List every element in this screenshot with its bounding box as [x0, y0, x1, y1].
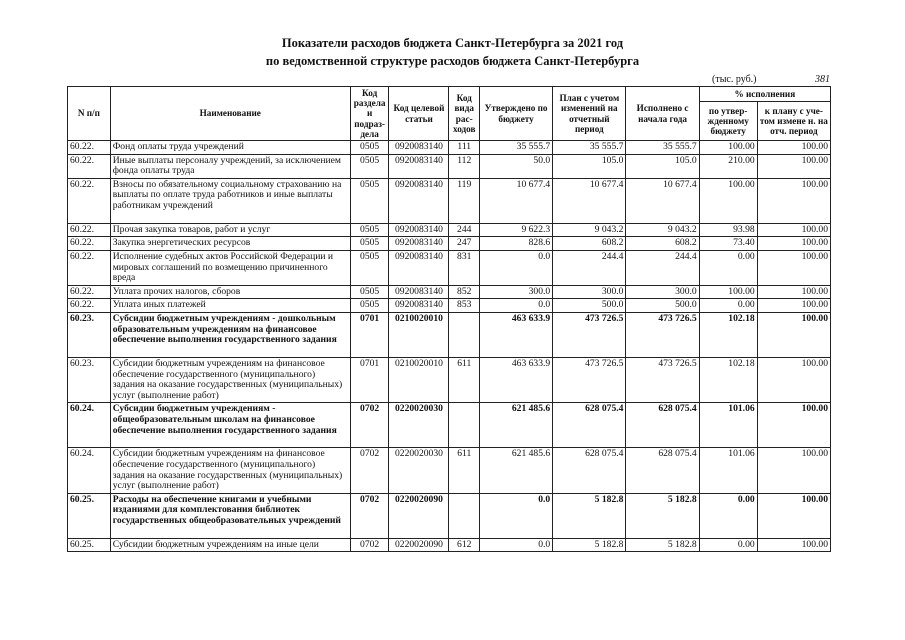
row-num: 60.22.: [68, 285, 111, 299]
row-num: 60.22.: [68, 250, 111, 285]
table-row: [68, 538, 831, 552]
row-plan: 105.0: [553, 154, 626, 178]
row-plan: 473 726.5: [553, 357, 626, 402]
row-plan: 35 555.7: [553, 141, 626, 155]
table-row: [68, 223, 831, 237]
row-pct-budget: 101.06: [699, 403, 757, 448]
col-header-exec: Исполнено с начала года: [626, 87, 699, 141]
row-target: 0920083140: [389, 299, 449, 313]
report-title-line1: Показатели расходов бюджета Санкт-Петербурга за 2021 год: [281, 36, 624, 50]
row-plan: 5 182.8: [553, 493, 626, 538]
row-approved: 9 622.3: [479, 223, 552, 237]
row-pct-plan: 100.00: [757, 141, 830, 155]
row-section: 0505: [350, 299, 389, 313]
table-row: [68, 154, 831, 178]
row-num: 60.24.: [68, 448, 111, 493]
row-pct-plan: 100.00: [757, 154, 830, 178]
row-pct-plan: 100.00: [757, 538, 830, 552]
row-plan: 5 182.8: [553, 538, 626, 552]
col-header-name: Наименование: [110, 87, 350, 141]
row-approved: 0.0: [479, 493, 552, 538]
row-section: 0702: [350, 403, 389, 448]
row-name: Исполнение судебных актов Российской Федерации и мировых соглашений по возмещению причиненного вреда: [110, 250, 350, 285]
table-row: [68, 357, 831, 402]
row-target: 0920083140: [389, 178, 449, 223]
table-row: [68, 237, 831, 251]
row-exec: 5 182.8: [626, 538, 699, 552]
row-section: 0505: [350, 237, 389, 251]
row-num: 60.22.: [68, 299, 111, 313]
row-plan: 500.0: [553, 299, 626, 313]
row-type: [449, 312, 480, 357]
row-name: Субсидии бюджетным учреждениям на финансовое обеспечение государственного (муниципального) задания на оказание государственных (муниципальных) услуг (выполнение работ): [110, 357, 350, 402]
table-row: [68, 250, 831, 285]
row-target: 0920083140: [389, 250, 449, 285]
table-row: [68, 493, 831, 538]
row-target: 0220020090: [389, 538, 449, 552]
row-approved: 463 633.9: [479, 357, 552, 402]
row-pct-plan: 100.00: [757, 250, 830, 285]
row-type: 244: [449, 223, 480, 237]
page-number: 381: [815, 74, 830, 85]
row-num: 60.24.: [68, 403, 111, 448]
row-num: 60.22.: [68, 141, 111, 155]
row-target: 0220020090: [389, 493, 449, 538]
row-pct-budget: 0.00: [699, 538, 757, 552]
row-num: 60.23.: [68, 312, 111, 357]
row-pct-budget: 100.00: [699, 141, 757, 155]
row-pct-budget: 73.40: [699, 237, 757, 251]
row-exec: 5 182.8: [626, 493, 699, 538]
row-type: 611: [449, 448, 480, 493]
row-pct-plan: 100.00: [757, 357, 830, 402]
row-plan: 473 726.5: [553, 312, 626, 357]
row-type: 831: [449, 250, 480, 285]
row-type: [449, 493, 480, 538]
row-exec: 473 726.5: [626, 312, 699, 357]
row-exec: 628 075.4: [626, 403, 699, 448]
row-num: 60.25.: [68, 493, 111, 538]
row-pct-plan: 100.00: [757, 223, 830, 237]
row-section: 0701: [350, 312, 389, 357]
table-body: [68, 141, 831, 552]
row-pct-budget: 102.18: [699, 312, 757, 357]
row-pct-budget: 100.00: [699, 178, 757, 223]
row-pct-plan: 100.00: [757, 403, 830, 448]
row-type: 112: [449, 154, 480, 178]
row-name: Субсидии бюджетным учреждениям - общеобразовательным школам на финансовое обеспечение выполнения государственного задания: [110, 403, 350, 448]
row-num: 60.22.: [68, 154, 111, 178]
row-type: 612: [449, 538, 480, 552]
row-type: 852: [449, 285, 480, 299]
row-type: 247: [449, 237, 480, 251]
row-plan: 244.4: [553, 250, 626, 285]
row-target: 0220020030: [389, 448, 449, 493]
row-pct-plan: 100.00: [757, 285, 830, 299]
row-target: 0920083140: [389, 223, 449, 237]
row-pct-plan: 100.00: [757, 312, 830, 357]
table-header: [68, 87, 831, 141]
row-exec: 10 677.4: [626, 178, 699, 223]
row-target: 0920083140: [389, 285, 449, 299]
row-target: 0920083140: [389, 141, 449, 155]
row-name: Субсидии бюджетным учреждениям - дошкольным образовательным учреждениям на финансовое обеспечение выполнения государственного задания: [110, 312, 350, 357]
row-approved: 10 677.4: [479, 178, 552, 223]
row-exec: 105.0: [626, 154, 699, 178]
row-exec: 500.0: [626, 299, 699, 313]
row-name: Субсидии бюджетным учреждениям на иные цели: [110, 538, 350, 552]
row-name: Иные выплаты персоналу учреждений, за исключением фонда оплаты труда: [110, 154, 350, 178]
row-num: 60.23.: [68, 357, 111, 402]
row-type: [449, 403, 480, 448]
row-name: Уплата прочих налогов, сборов: [110, 285, 350, 299]
row-approved: 0.0: [479, 250, 552, 285]
row-approved: 50.0: [479, 154, 552, 178]
row-exec: 300.0: [626, 285, 699, 299]
table-row: [68, 299, 831, 313]
row-num: 60.22.: [68, 178, 111, 223]
row-pct-plan: 100.00: [757, 299, 830, 313]
expenditure-table: [67, 86, 831, 552]
row-pct-budget: 100.00: [699, 285, 757, 299]
col-header-target: Код целевой статьи: [389, 87, 449, 141]
row-section: 0505: [350, 285, 389, 299]
report-title-line2: по ведомственной структуре расходов бюджета Санкт-Петербурга: [265, 54, 640, 68]
row-approved: 463 633.9: [479, 312, 552, 357]
table-row: [68, 178, 831, 223]
row-section: 0702: [350, 538, 389, 552]
row-name: Уплата иных платежей: [110, 299, 350, 313]
table-row: [68, 312, 831, 357]
row-approved: 35 555.7: [479, 141, 552, 155]
row-pct-budget: 101.06: [699, 448, 757, 493]
row-type: 111: [449, 141, 480, 155]
row-target: 0210020010: [389, 357, 449, 402]
row-target: 0220020030: [389, 403, 449, 448]
row-section: 0505: [350, 154, 389, 178]
row-name: Субсидии бюджетным учреждениям на финансовое обеспечение государственного (муниципального) задания на оказание государственных (муниципальных) услуг (выполнение работ): [110, 448, 350, 493]
table-row: [68, 141, 831, 155]
row-plan: 300.0: [553, 285, 626, 299]
row-name: Прочая закупка товаров, работ и услуг: [110, 223, 350, 237]
table-row: [68, 403, 831, 448]
row-pct-budget: 0.00: [699, 493, 757, 538]
row-type: 119: [449, 178, 480, 223]
row-plan: 9 043.2: [553, 223, 626, 237]
row-section: 0701: [350, 357, 389, 402]
col-header-pct-group: % исполнения: [699, 87, 830, 102]
col-header-pct-budget: по утвер-жденному бюджету: [699, 102, 757, 141]
row-approved: 0.0: [479, 538, 552, 552]
row-pct-budget: 102.18: [699, 357, 757, 402]
row-type: 853: [449, 299, 480, 313]
row-num: 60.22.: [68, 223, 111, 237]
row-exec: 244.4: [626, 250, 699, 285]
row-section: 0702: [350, 493, 389, 538]
row-exec: 35 555.7: [626, 141, 699, 155]
row-approved: 621 485.6: [479, 448, 552, 493]
col-header-type: Код вида рас-ходов: [449, 87, 480, 141]
row-approved: 621 485.6: [479, 403, 552, 448]
row-pct-budget: 0.00: [699, 299, 757, 313]
row-pct-budget: 93.98: [699, 223, 757, 237]
table-row: [68, 448, 831, 493]
row-pct-budget: 0.00: [699, 250, 757, 285]
row-target: 0920083140: [389, 237, 449, 251]
row-section: 0505: [350, 223, 389, 237]
row-approved: 828.6: [479, 237, 552, 251]
row-pct-plan: 100.00: [757, 178, 830, 223]
row-section: 0702: [350, 448, 389, 493]
row-section: 0505: [350, 250, 389, 285]
col-header-section: Код раздела и подраз-дела: [350, 87, 389, 141]
row-section: 0505: [350, 178, 389, 223]
row-approved: 0.0: [479, 299, 552, 313]
row-pct-plan: 100.00: [757, 237, 830, 251]
row-pct-budget: 210.00: [699, 154, 757, 178]
col-header-pct-plan: к плану с уче-том измене н. на отч. период: [757, 102, 830, 141]
row-num: 60.22.: [68, 237, 111, 251]
row-name: Расходы на обеспечение книгами и учебными изданиями для комплектования библиотек государственных общеобразовательных учреждений: [110, 493, 350, 538]
row-target: 0210020010: [389, 312, 449, 357]
row-plan: 10 677.4: [553, 178, 626, 223]
col-header-approved: Утверждено по бюджету: [479, 87, 552, 141]
col-header-num: N п/п: [68, 87, 111, 141]
row-exec: 608.2: [626, 237, 699, 251]
row-name: Взносы по обязательному социальному страхованию на выплаты по оплате труда работников и иные выплаты работникам учреждений: [110, 178, 350, 223]
row-exec: 9 043.2: [626, 223, 699, 237]
row-exec: 628 075.4: [626, 448, 699, 493]
row-section: 0505: [350, 141, 389, 155]
row-name: Закупка энергетических ресурсов: [110, 237, 350, 251]
row-plan: 608.2: [553, 237, 626, 251]
row-exec: 473 726.5: [626, 357, 699, 402]
row-type: 611: [449, 357, 480, 402]
table-row: [68, 285, 831, 299]
col-header-plan: План с учетом изменений на отчетный период: [553, 87, 626, 141]
row-target: 0920083140: [389, 154, 449, 178]
row-plan: 628 075.4: [553, 448, 626, 493]
row-pct-plan: 100.00: [757, 448, 830, 493]
units-label: (тыс. руб.): [712, 74, 757, 85]
row-num: 60.25.: [68, 538, 111, 552]
row-plan: 628 075.4: [553, 403, 626, 448]
row-approved: 300.0: [479, 285, 552, 299]
row-name: Фонд оплаты труда учреждений: [110, 141, 350, 155]
row-pct-plan: 100.00: [757, 493, 830, 538]
